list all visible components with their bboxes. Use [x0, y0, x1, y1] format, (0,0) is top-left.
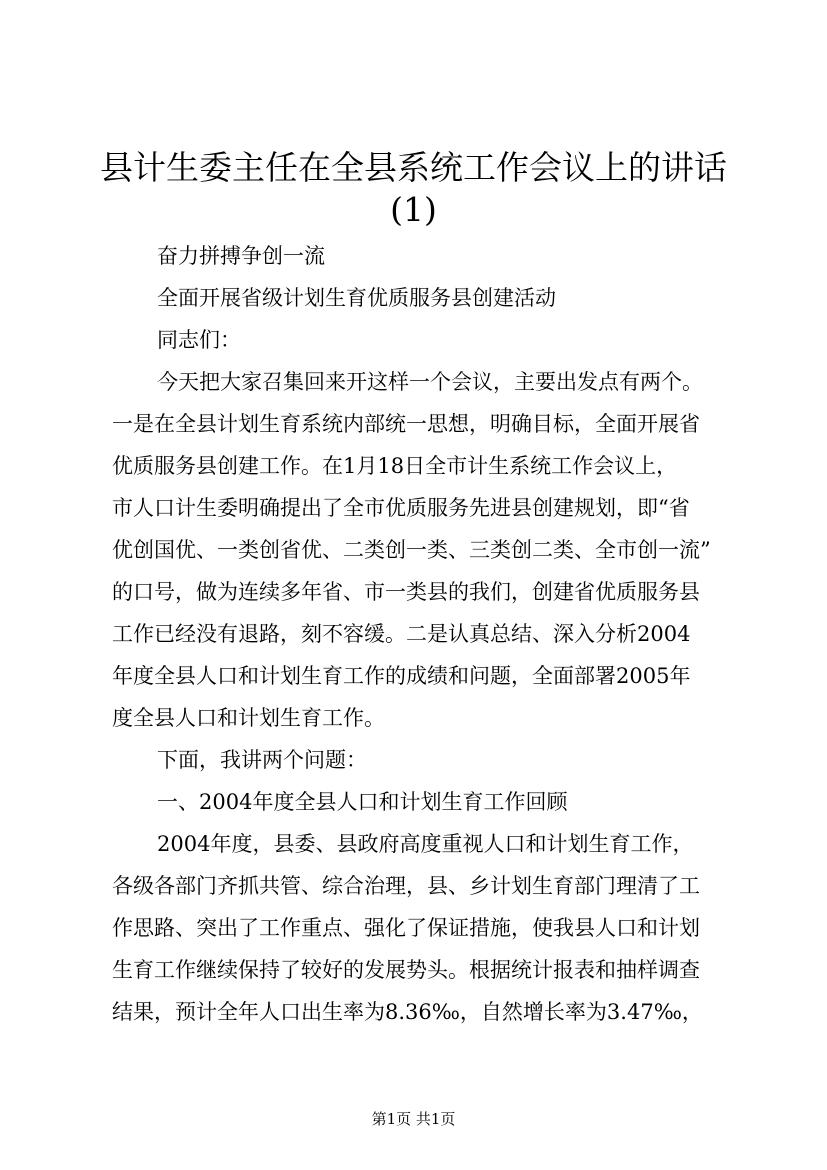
paragraph-line: 一是在全县计划生育系统内部统一思想，明确目标，全面开展省 [112, 412, 700, 436]
paragraph-line: 下面，我讲两个问题： [157, 748, 367, 772]
subtitle-line: 奋力拼搏争创一流 [157, 244, 325, 268]
paragraph-line: 2004年度，县委、县政府高度重视人口和计划生育工作， [157, 832, 694, 856]
paragraph-line: 市人口计生委明确提出了全市优质服务先进县创建规划，即“省 [112, 496, 690, 520]
paragraph-line: 年度全县人口和计划生育工作的成绩和问题，全面部署2005年 [112, 664, 691, 688]
paragraph-line: 度全县人口和计划生育工作。 [112, 706, 385, 730]
section-heading: 一、2004年度全县人口和计划生育工作回顾 [157, 790, 568, 814]
paragraph-line: 的口号，做为连续多年省、市一类县的我们，创建省优质服务县 [112, 580, 700, 604]
paragraph-line: 今天把大家召集回来开这样一个会议，主要出发点有两个。 [157, 370, 703, 394]
paragraph-line: 结果，预计全年人口出生率为8.36‰，自然增长率为3.47‰， [112, 1000, 703, 1024]
page-footer: 第1页 共1页 [371, 1110, 456, 1128]
document-title: 县计生委主任在全县系统工作会议上的讲话 [100, 148, 727, 187]
paragraph-line: 工作已经没有退路，刻不容缓。二是认真总结、深入分析2004 [112, 622, 691, 646]
paragraph-line: 优创国优、一类创省优、二类创一类、三类创二类、全市创一流” [112, 538, 711, 562]
paragraph-line: 生育工作继续保持了较好的发展势头。根据统计报表和抽样调查 [112, 958, 700, 982]
subtitle-line: 全面开展省级计划生育优质服务县创建活动 [157, 286, 556, 310]
paragraph-line: 各级各部门齐抓共管、综合治理，县、乡计划生育部门理清了工 [112, 874, 700, 898]
salutation: 同志们： [157, 328, 241, 352]
paragraph-line: 优质服务县创建工作。在1月18日全市计生系统工作会议上， [112, 454, 678, 478]
document-title-suffix: (1) [390, 190, 437, 229]
paragraph-line: 作思路、突出了工作重点、强化了保证措施，使我县人口和计划 [112, 916, 700, 940]
